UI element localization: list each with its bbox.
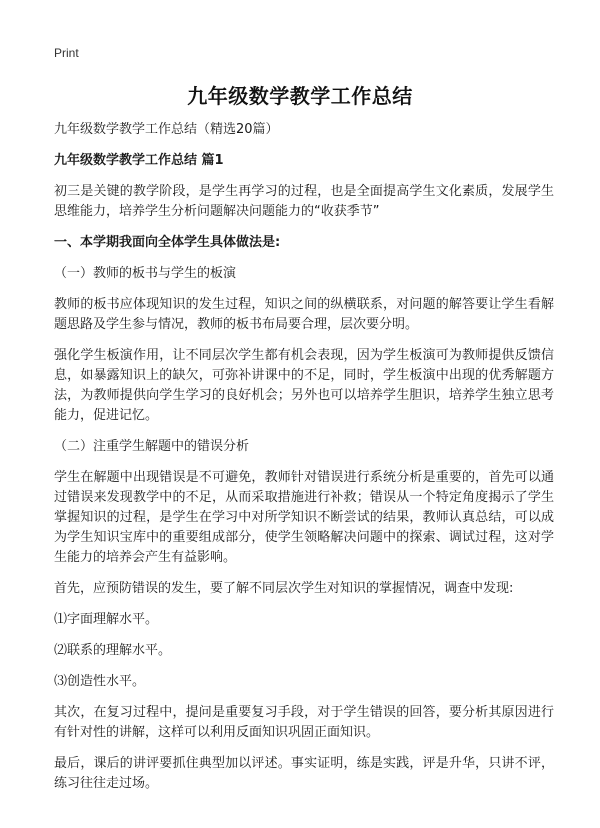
document-body [54, 120, 554, 805]
document-subtitle: 九年级数学教学工作总结（精选20篇） [54, 122, 279, 137]
paragraph: 其次，在复习过程中，提问是重要复习手段，对于学生错误的回答，要分析其原因进行有针对性的讲解，这样可以利用反面知识巩固正面知识。 [54, 705, 554, 740]
paragraph: 首先，应预防错误的发生，要了解不同层次学生对知识的掌握情况，调查中发现: [54, 581, 514, 596]
subsection-heading: （一）教师的板书与学生的板演 [54, 266, 237, 281]
section-heading: 一、本学期我面向全体学生具体做法是: [54, 235, 281, 250]
subsection-heading: （二）注重学生解题中的错误分析 [54, 439, 250, 454]
article-heading: 九年级数学教学工作总结 篇1 [54, 153, 224, 168]
paragraph: 最后，课后的讲评要抓住典型加以评述。事实证明，练是实践，评是升华，只讲不评，练习往往走过场。 [54, 756, 554, 791]
paragraph: 教师的板书应体现知识的发生过程，知识之间的纵横联系，对问题的解答要让学生看解题思路及学生参与情况，教师的板书布局要合理，层次要分明。 [54, 297, 554, 332]
print-link[interactable]: Print [54, 46, 79, 60]
list-item: ⑵联系的理解水平。 [54, 643, 172, 658]
intro-paragraph: 初三是关键的教学阶段，是学生再学习的过程，也是全面提高学生文化素质，发展学生思维能力，培养学生分析问题解决问题能力的“收获季节” [54, 184, 554, 219]
page-title: 九年级数学教学工作总结 [187, 84, 413, 108]
list-item: ⑴字面理解水平。 [54, 612, 159, 627]
paragraph: 学生在解题中出现错误是不可避免，教师针对错误进行系统分析是重要的，首先可以通过错误来发现教学中的不足，从而采取措施进行补救；错误从一个特定角度揭示了学生掌握知识的过程，是学生在学习中对所学知识不断尝试的结果，教师认真总结，可以成为学生知识宝库中的重要组成部分，使学生领略解决问题中的探索、调试过程，这对学生能力的培养会产生有益影响。 [54, 470, 554, 565]
paragraph: 强化学生板演作用，让不同层次学生都有机会表现，因为学生板演可为教师提供反馈信息，如暴露知识上的缺欠，可弥补讲课中的不足，同时，学生板演中出现的优秀解题方法，为教师提供向学生学习的良好机会；另外也可以培养学生胆识，培养学生独立思考能力，促进记忆。 [54, 348, 554, 423]
list-item: ⑶创造性水平。 [54, 674, 146, 689]
